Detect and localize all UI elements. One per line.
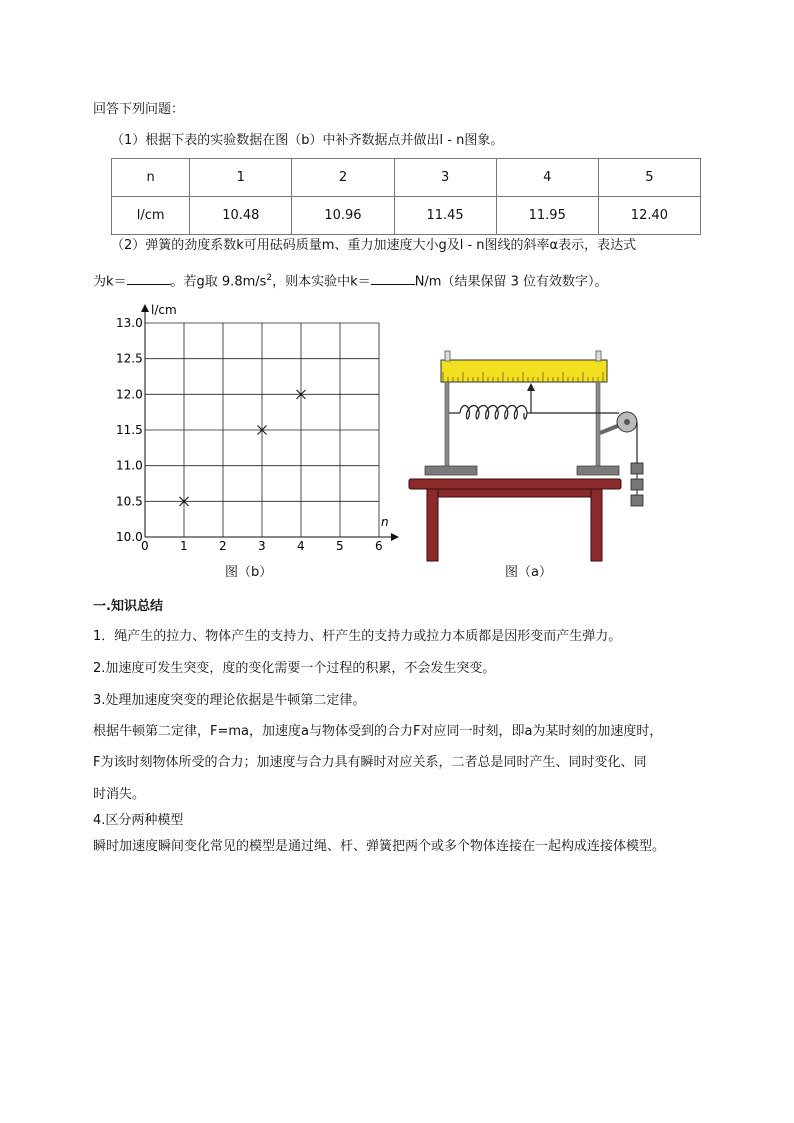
y-axis-label: l/cm [151,303,177,317]
question-2-line-1: （2）弹簧的劲度系数k可用砝码质量m、重力加速度大小g及l - n图线的斜率α表示，表达式 [111,238,637,253]
summary-paragraph-line-2: F为该时刻物体所受的合力；加速度与合力具有瞬时对应关系，二者总是同时产生、同时变化、同 [93,755,647,770]
answer-blank-1[interactable] [127,270,171,285]
x-tick-label: 6 [375,539,383,553]
x-axis-label: n [381,515,389,529]
y-tick-label: 10.5 [116,494,143,509]
intro-text: 回答下列问题： [93,102,185,117]
table-row-label: l/cm [112,197,190,235]
graph-b [105,298,405,558]
table-header-cell: n [112,159,190,197]
section-title: 一.知识总结 [93,599,163,614]
right-support-rod [596,382,600,467]
table-header-cell: 2 [292,159,394,197]
table-top [409,479,621,489]
y-tick-label: 12.0 [116,387,143,402]
y-tick-label: 12.5 [116,351,143,366]
table-cell: 11.95 [496,197,598,235]
left-support-rod [445,382,449,467]
q2-text-d: N/m（结果保留 3 位有效数字）。 [414,274,608,290]
summary-point-3: 3.处理加速度突变的理论依据是牛顿第二定律。 [93,693,366,708]
question-1: （1）根据下表的实验数据在图（b）中补齐数据点并做出l - n图象。 [111,133,504,148]
question-2-line-2 [93,268,608,292]
pointer-arrow [527,383,535,391]
table-header-cell: 1 [190,159,292,197]
weight-3 [631,495,643,506]
q2-text-b: 。若g取 9.8m/s [170,274,267,290]
spring [460,406,527,420]
x-tick-label: 4 [297,539,305,553]
answer-blank-2[interactable] [371,270,415,285]
ruler [441,360,607,382]
left-base [425,466,477,475]
table-row [112,159,701,197]
y-tick-label: 11.5 [116,423,143,437]
right-base [577,466,619,475]
table-leg-right [591,489,602,561]
table-header-cell: 4 [496,159,598,197]
x-tick-label: 1 [180,539,188,553]
ruler-right-clip [596,351,601,361]
y-tick-label: 10.0 [116,530,143,544]
summary-paragraph-line-1: 根据牛顿第二定律，F=ma，加速度a与物体受到的合力F对应同一时刻，即a为某时刻的加速度时， [93,724,663,739]
table-row [112,197,701,235]
apparatus-a [405,345,660,565]
summary-point-4-text: 瞬时加速度瞬间变化常见的模型是通过绳、杆、弹簧把两个或多个物体连接在一起构成连接体模型。 [93,839,666,854]
x-tick-label: 0 [141,539,149,553]
caption-a: 图（a） [505,565,552,580]
table-cell: 12.40 [598,197,700,235]
table-leg-left [427,489,438,561]
q2-text-a: 为k＝ [93,274,127,290]
q2-superscript: 2 [266,273,273,283]
summary-point-4: 4.区分两种模型 [93,813,184,828]
table-cell: 11.45 [394,197,496,235]
summary-paragraph-line-3: 时消失。 [93,787,146,802]
table-apron [433,489,597,497]
weight-2 [631,479,643,490]
x-tick-label: 3 [258,539,266,553]
table-header-cell: 3 [394,159,496,197]
x-tick-label: 2 [219,539,227,553]
data-points [180,390,306,506]
caption-b: 图（b） [225,565,273,580]
weight-1 [631,463,643,474]
tick-labels [116,316,383,553]
y-tick-label: 11.0 [116,458,143,473]
y-tick-label: 13.0 [116,316,143,330]
x-tick-label: 5 [336,539,344,553]
summary-point-2: 2.加速度可发生突变，度的变化需要一个过程的积累，不会发生突变。 [93,661,496,676]
table-cell: 10.96 [292,197,394,235]
table-cell: 10.48 [190,197,292,235]
q2-text-c: ，则本实验中k＝ [272,274,371,290]
data-table [111,158,701,235]
summary-point-1: 1．绳产生的拉力、物体产生的支持力、杆产生的支持力或拉力本质都是因形变而产生弹力。 [93,629,622,644]
table-header-cell: 5 [598,159,700,197]
ruler-left-clip [445,351,450,361]
